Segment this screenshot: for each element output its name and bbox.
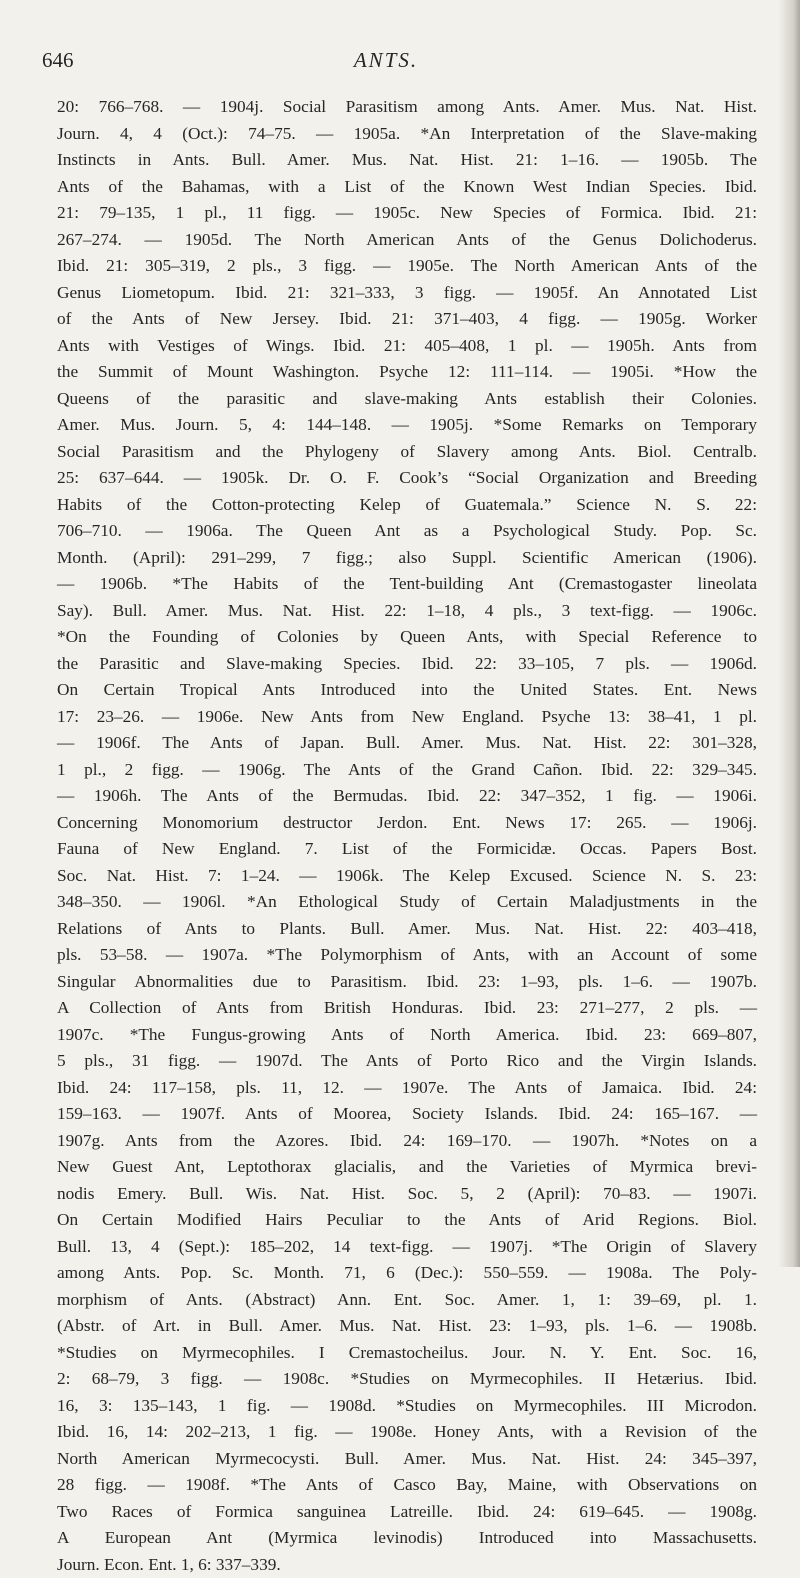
text-line: Concerning Monomorium destructor Jerdon. Ent. News 17: 265. — 1906j. xyxy=(57,810,757,837)
text-line: 16, 3: 135–143, 1 fig. — 1908d. *Studies on Myrmecophiles. III Microdon. xyxy=(57,1393,757,1420)
text-line: Habits of the Cotton-protecting Kelep of Guatemala.” Science N. S. 22: xyxy=(57,492,757,519)
text-line: 5 pls., 31 figg. — 1907d. The Ants of Porto Rico and the Virgin Islands. xyxy=(57,1048,757,1075)
text-line: Month. (April): 291–299, 7 figg.; also Suppl. Scientific American (1906). xyxy=(57,545,757,572)
page-header xyxy=(42,48,730,82)
text-line: 159–163. — 1907f. Ants of Moorea, Society Islands. Ibid. 24: 165–167. — xyxy=(57,1101,757,1128)
text-line: A European Ant (Myrmica levinodis) Introduced into Massachusetts. xyxy=(57,1525,757,1552)
text-line: *Studies on Myrmecophiles. I Cremastocheilus. Jour. N. Y. Ent. Soc. 16, xyxy=(57,1340,757,1367)
text-line: (Abstr. of Art. in Bull. Amer. Mus. Nat. Hist. 23: 1–93, pls. 1–6. — 1908b. xyxy=(57,1313,757,1340)
text-line: 706–710. — 1906a. The Queen Ant as a Psychological Study. Pop. Sc. xyxy=(57,518,757,545)
text-line: On Certain Modified Hairs Peculiar to the Ants of Arid Regions. Biol. xyxy=(57,1207,757,1234)
text-line: 2: 68–79, 3 figg. — 1908c. *Studies on Myrmecophiles. II Hetærius. Ibid. xyxy=(57,1366,757,1393)
text-line: — 1906b. *The Habits of the Tent-building Ant (Cremastogaster lineolata xyxy=(57,571,757,598)
text-line: New Guest Ant, Leptothorax glacialis, and the Varieties of Myrmica brevi- xyxy=(57,1154,757,1181)
text-line: Social Parasitism and the Phylogeny of Slavery among Ants. Biol. Centralb. xyxy=(57,439,757,466)
running-head: ANTS. xyxy=(42,48,730,73)
text-line: Say). Bull. Amer. Mus. Nat. Hist. 22: 1–18, 4 pls., 3 text-figg. — 1906c. xyxy=(57,598,757,625)
text-line: Bull. 13, 4 (Sept.): 185–202, 14 text-figg. — 1907j. *The Origin of Slavery xyxy=(57,1234,757,1261)
text-line: Ants with Vestiges of Wings. Ibid. 21: 405–408, 1 pl. — 1905h. Ants from xyxy=(57,333,757,360)
text-line: — 1906h. The Ants of the Bermudas. Ibid. 22: 347–352, 1 fig. — 1906i. xyxy=(57,783,757,810)
text-line: 1907c. *The Fungus-growing Ants of North America. Ibid. 23: 669–807, xyxy=(57,1022,757,1049)
text-line: the Summit of Mount Washington. Psyche 12: 111–114. — 1905i. *How the xyxy=(57,359,757,386)
text-line: 21: 79–135, 1 pl., 11 figg. — 1905c. New Species of Formica. Ibid. 21: xyxy=(57,200,757,227)
text-line: 348–350. — 1906l. *An Ethological Study of Certain Maladjustments in the xyxy=(57,889,757,916)
text-line: morphism of Ants. (Abstract) Ann. Ent. Soc. Amer. 1, 1: 39–69, pl. 1. xyxy=(57,1287,757,1314)
text-line: Fauna of New England. 7. List of the Formicidæ. Occas. Papers Bost. xyxy=(57,836,757,863)
text-line: 25: 637–644. — 1905k. Dr. O. F. Cook’s “Social Organization and Breeding xyxy=(57,465,757,492)
text-line: 1 pl., 2 figg. — 1906g. The Ants of the Grand Cañon. Ibid. 22: 329–345. xyxy=(57,757,757,784)
text-line: Queens of the parasitic and slave-making Ants establish their Colonies. xyxy=(57,386,757,413)
text-line: of the Ants of New Jersey. Ibid. 21: 371–403, 4 figg. — 1905g. Worker xyxy=(57,306,757,333)
text-line: Instincts in Ants. Bull. Amer. Mus. Nat. Hist. 21: 1–16. — 1905b. The xyxy=(57,147,757,174)
text-line: 20: 766–768. — 1904j. Social Parasitism among Ants. Amer. Mus. Nat. Hist. xyxy=(57,94,757,121)
text-line: North American Myrmecocysti. Bull. Amer. Mus. Nat. Hist. 24: 345–397, xyxy=(57,1446,757,1473)
bibliography-text xyxy=(57,94,757,1578)
text-line: A Collection of Ants from British Honduras. Ibid. 23: 271–277, 2 pls. — xyxy=(57,995,757,1022)
text-line: Ibid. 24: 117–158, pls. 11, 12. — 1907e. The Ants of Jamaica. Ibid. 24: xyxy=(57,1075,757,1102)
text-line: Two Races of Formica sanguinea Latreille. Ibid. 24: 619–645. — 1908g. xyxy=(57,1499,757,1526)
text-line: nodis Emery. Bull. Wis. Nat. Hist. Soc. 5, 2 (April): 70–83. — 1907i. xyxy=(57,1181,757,1208)
text-line: Journ. 4, 4 (Oct.): 74–75. — 1905a. *An Interpretation of the Slave-making xyxy=(57,121,757,148)
text-line: — 1906f. The Ants of Japan. Bull. Amer. Mus. Nat. Hist. 22: 301–328, xyxy=(57,730,757,757)
text-line: Ants of the Bahamas, with a List of the Known West Indian Species. Ibid. xyxy=(57,174,757,201)
text-line: Relations of Ants to Plants. Bull. Amer. Mus. Nat. Hist. 22: 403–418, xyxy=(57,916,757,943)
page-edge-shadow xyxy=(778,0,800,1267)
text-line: Singular Abnormalities due to Parasitism. Ibid. 23: 1–93, pls. 1–6. — 1907b. xyxy=(57,969,757,996)
text-line: 17: 23–26. — 1906e. New Ants from New England. Psyche 13: 38–41, 1 pl. xyxy=(57,704,757,731)
text-line: Ibid. 16, 14: 202–213, 1 fig. — 1908e. Honey Ants, with a Revision of the xyxy=(57,1419,757,1446)
text-line: *On the Founding of Colonies by Queen Ants, with Special Reference to xyxy=(57,624,757,651)
text-line: 28 figg. — 1908f. *The Ants of Casco Bay, Maine, with Observations on xyxy=(57,1472,757,1499)
text-line: Ibid. 21: 305–319, 2 pls., 3 figg. — 1905e. The North American Ants of the xyxy=(57,253,757,280)
text-line: Soc. Nat. Hist. 7: 1–24. — 1906k. The Kelep Excused. Science N. S. 23: xyxy=(57,863,757,890)
text-line: On Certain Tropical Ants Introduced into the United States. Ent. News xyxy=(57,677,757,704)
text-line: the Parasitic and Slave-making Species. Ibid. 22: 33–105, 7 pls. — 1906d. xyxy=(57,651,757,678)
text-line: among Ants. Pop. Sc. Month. 71, 6 (Dec.): 550–559. — 1908a. The Poly- xyxy=(57,1260,757,1287)
text-line: 267–274. — 1905d. The North American Ants of the Genus Dolichoderus. xyxy=(57,227,757,254)
text-line: Genus Liometopum. Ibid. 21: 321–333, 3 figg. — 1905f. An Annotated List xyxy=(57,280,757,307)
text-line: Amer. Mus. Journ. 5, 4: 144–148. — 1905j. *Some Remarks on Temporary xyxy=(57,412,757,439)
text-line: 1907g. Ants from the Azores. Ibid. 24: 169–170. — 1907h. *Notes on a xyxy=(57,1128,757,1155)
page-number: 646 xyxy=(42,48,74,73)
text-line: pls. 53–58. — 1907a. *The Polymorphism of Ants, with an Account of some xyxy=(57,942,757,969)
text-line: Journ. Econ. Ent. 1, 6: 337–339. xyxy=(57,1552,757,1578)
